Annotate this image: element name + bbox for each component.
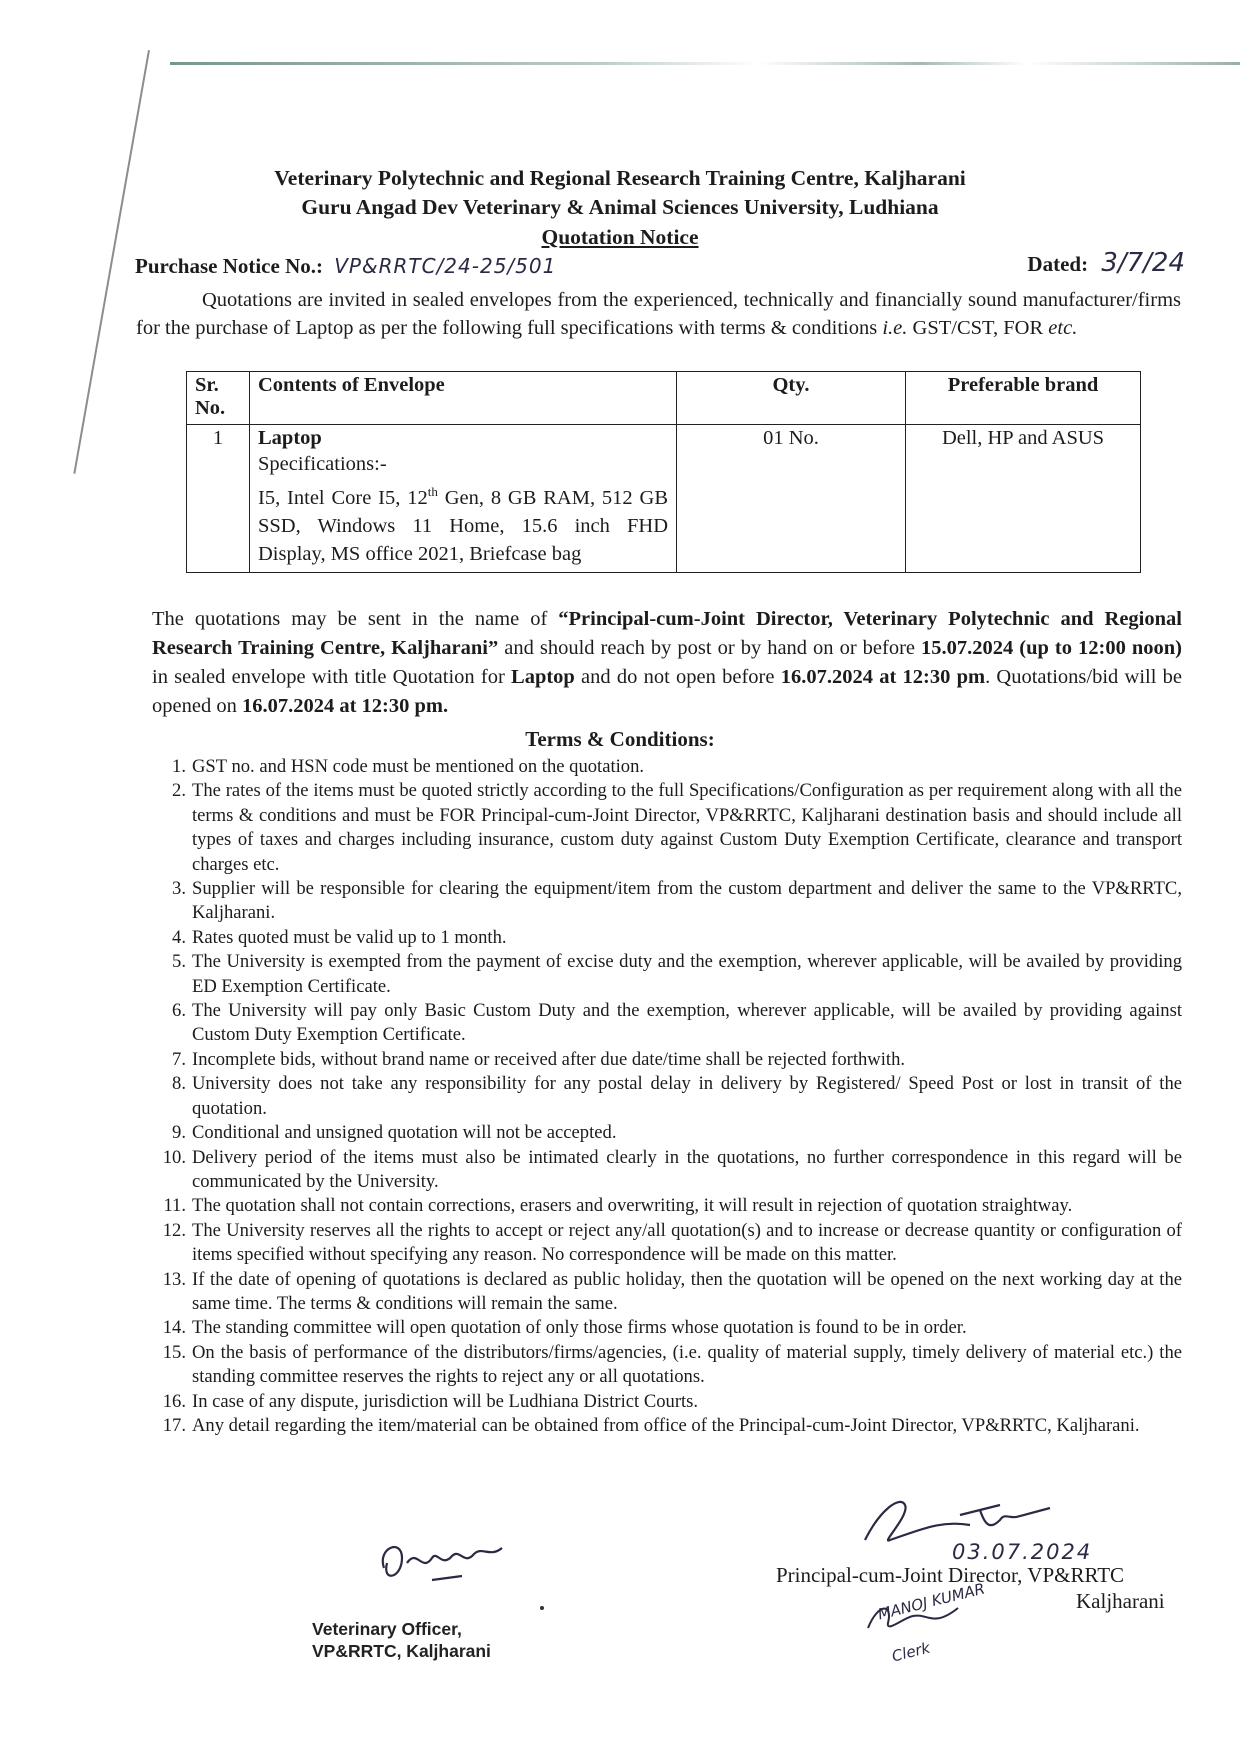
list-item xyxy=(152,926,1182,950)
table-row xyxy=(187,425,1141,573)
spec-text xyxy=(258,478,668,568)
term-number: 9. xyxy=(172,1122,186,1144)
list-item xyxy=(152,1341,1182,1390)
term-number: 3. xyxy=(172,878,186,900)
principal-place: Kaljharani xyxy=(1076,1589,1165,1613)
vo-title: Veterinary Officer, xyxy=(312,1619,462,1639)
notice-title: Quotation Notice xyxy=(541,225,699,249)
term-number: 14. xyxy=(162,1317,186,1339)
scan-edge-top xyxy=(170,62,1240,65)
instr-due-date: 15.07.2024 (up to 12:00 noon) xyxy=(921,637,1182,659)
term-text: The quotation shall not contain corrections, erasers and overwriting, it will result in rejection of quotation straightway. xyxy=(192,1195,1073,1217)
spec-label: Specifications:- xyxy=(258,453,387,475)
term-number: 5. xyxy=(172,951,186,973)
term-text: The University is exempted from the payment of excise duty and the exemption, wherever applicable, will be availed by providing ED Exemption Certificate. xyxy=(192,951,1182,997)
table-header-row xyxy=(187,372,1141,425)
list-item xyxy=(152,1390,1182,1414)
instr-item: Laptop xyxy=(511,666,575,688)
term-text: On the basis of performance of the distributors/firms/agencies, (i.e. quality of material supply, timely delivery of material etc.) the standing committee reserves the rights to reject any or all quotations. xyxy=(192,1341,1182,1388)
term-number: 12. xyxy=(162,1219,186,1241)
list-item xyxy=(152,1048,1182,1072)
clerk-designation: Clerk xyxy=(890,1638,932,1666)
term-text: Any detail regarding the item/material can be obtained from office of the Principal-cum-Joint Director, VP&RRTC, Kaljharani. xyxy=(192,1414,1140,1436)
term-text: If the date of opening of quotations is declared as public holiday, then the quotation will be opened on the next working day at the same time. The terms & conditions will remain the same. xyxy=(192,1268,1182,1314)
spec-part-b: Gen, 8 GB RAM, 512 GB SSD, Windows 11 Home, 15.6 inch FHD Display, MS office 2021, Briefcase bag xyxy=(258,486,668,565)
term-text: Supplier will be responsible for clearing the equipment/item from the custom department and deliver the same to the VP&RRTC, Kaljharani. xyxy=(192,878,1182,924)
list-item xyxy=(152,1194,1182,1218)
header-brand: Preferable brand xyxy=(906,372,1141,425)
term-text: The standing committee will open quotation of only those firms whose quotation is found to be in order. xyxy=(192,1317,967,1339)
university-name: Guru Angad Dev Veterinary & Animal Sciences University, Ludhiana xyxy=(301,195,939,219)
instr-text-2: and should reach by post or by hand on or before xyxy=(498,637,922,659)
list-item xyxy=(152,999,1182,1048)
term-number: 11. xyxy=(163,1195,186,1217)
list-item xyxy=(152,1268,1182,1317)
list-item xyxy=(152,1146,1182,1195)
intro-text-1: Quotations are invited in sealed envelopes from the experienced, technically and financially sound manufacturer/firms for the purchase of Laptop as per the following full specifications with terms & conditions xyxy=(136,289,1181,339)
instr-open-date-2: 16.07.2024 at 12:30 pm. xyxy=(241,695,449,717)
item-name: Laptop xyxy=(258,427,322,449)
spec-sup: th xyxy=(427,484,438,499)
list-item xyxy=(152,1121,1182,1145)
clerk-name: MANOJ KUMAR xyxy=(876,1579,987,1624)
dated-label: Dated: xyxy=(1027,252,1089,276)
term-number: 7. xyxy=(172,1048,186,1070)
term-text: Incomplete bids, without brand name or received after due date/time shall be rejected forthwith. xyxy=(192,1048,906,1070)
instr-open-date-1: 16.07.2024 at 12:30 pm xyxy=(780,666,986,688)
list-item xyxy=(152,877,1182,926)
term-number: 8. xyxy=(172,1073,186,1095)
instr-text-3: in sealed envelope with title Quotation for xyxy=(152,666,512,688)
principal-title: Principal-cum-Joint Director, VP&RRTC xyxy=(776,1563,1125,1587)
header-qty: Qty. xyxy=(677,372,906,425)
items-table xyxy=(186,371,1141,573)
ink-dot xyxy=(540,1606,544,1610)
term-text: University does not take any responsibility for any postal delay in delivery by Registered/ Speed Post or lost in transit of the quotation. xyxy=(192,1073,1182,1119)
term-text: The rates of the items must be quoted strictly according to the full Specifications/Configuration as per requirement along with all the terms & conditions and must be FOR Principal-cum-Joint Director, VP&RRTC, Kaljharani destination basis and should include all types of taxes and charges including insurance, custom duty against Custom Duty Exemption Certificate, clearance and transport charges etc. xyxy=(192,780,1182,875)
term-text: Conditional and unsigned quotation will not be accepted. xyxy=(192,1122,617,1144)
term-number: 16. xyxy=(162,1390,186,1412)
list-item xyxy=(152,1219,1182,1268)
intro-text-2: GST/CST, FOR xyxy=(907,317,1049,339)
principal-sign-date: 03.07.2024 xyxy=(952,1540,1093,1564)
term-text: The University reserves all the rights to accept or reject any/all quotation(s) and to increase or decrease quantity or configuration of items specified without specifying any reason. No correspondence will be made on this matter. xyxy=(192,1219,1182,1266)
row-brand: Dell, HP and ASUS xyxy=(906,425,1141,573)
header-sr-no: Sr. No. xyxy=(187,372,250,425)
term-text: Delivery period of the items must also be intimated clearly in the quotations, no further correspondence in this regard will be communicated by the University. xyxy=(192,1146,1182,1192)
term-number: 13. xyxy=(162,1268,186,1290)
instr-text-5: . Quotations/bid will be opened on xyxy=(152,666,1183,717)
term-number: 17. xyxy=(162,1414,186,1436)
term-number: 2. xyxy=(172,780,186,802)
intro-paragraph xyxy=(136,286,1181,342)
list-item xyxy=(152,1414,1182,1438)
header-contents: Contents of Envelope xyxy=(250,372,677,425)
term-text: Rates quoted must be valid up to 1 month. xyxy=(192,926,507,948)
instr-text-1: The quotations may be sent in the name of xyxy=(152,608,559,630)
purchase-notice-number: VP&RRTC/24-25/501 xyxy=(334,254,557,278)
veterinary-officer-signature xyxy=(372,1528,512,1598)
row-qty: 01 No. xyxy=(677,425,906,573)
term-text: GST no. and HSN code must be mentioned on the quotation. xyxy=(192,756,645,777)
dated-block xyxy=(1027,248,1185,278)
intro-ie: i.e. xyxy=(882,317,908,339)
dated-value: 3/7/24 xyxy=(1101,248,1185,278)
intro-etc: etc. xyxy=(1048,317,1078,339)
term-number: 10. xyxy=(162,1146,186,1168)
row-sr: 1 xyxy=(187,425,250,573)
institute-name: Veterinary Polytechnic and Regional Research Training Centre, Kaljharani xyxy=(274,166,966,190)
term-number: 1. xyxy=(172,756,186,777)
spec-part-a: I5, Intel Core I5, 12 xyxy=(258,486,428,509)
veterinary-officer-stamp xyxy=(312,1618,491,1662)
term-number: 4. xyxy=(172,926,186,948)
list-item xyxy=(152,950,1182,999)
purchase-notice-label: Purchase Notice No.: xyxy=(135,254,323,278)
list-item xyxy=(152,1316,1182,1340)
list-item xyxy=(152,755,1182,779)
terms-list xyxy=(152,755,1182,1438)
purchase-notice-row xyxy=(135,248,1185,279)
instr-text-4: and do not open before xyxy=(574,666,781,688)
list-item xyxy=(152,779,1182,877)
terms-heading: Terms & Conditions: xyxy=(525,727,715,751)
instr-addressee: “Principal-cum-Joint Director, Veterinary Polytechnic and Regional Research Training Centre, Kaljharani” xyxy=(152,608,1182,659)
row-contents xyxy=(250,425,677,573)
term-text: In case of any dispute, jurisdiction will be Ludhiana District Courts. xyxy=(192,1390,699,1412)
term-number: 6. xyxy=(172,1000,186,1022)
vo-place: VP&RRTC, Kaljharani xyxy=(312,1641,491,1661)
instructions-paragraph xyxy=(152,605,1182,721)
list-item xyxy=(152,1072,1182,1121)
term-text: The University will pay only Basic Custom Duty and the exemption, wherever applicable, will be availed by providing against Custom Duty Exemption Certificate. xyxy=(192,1000,1182,1046)
term-number: 15. xyxy=(162,1341,186,1363)
